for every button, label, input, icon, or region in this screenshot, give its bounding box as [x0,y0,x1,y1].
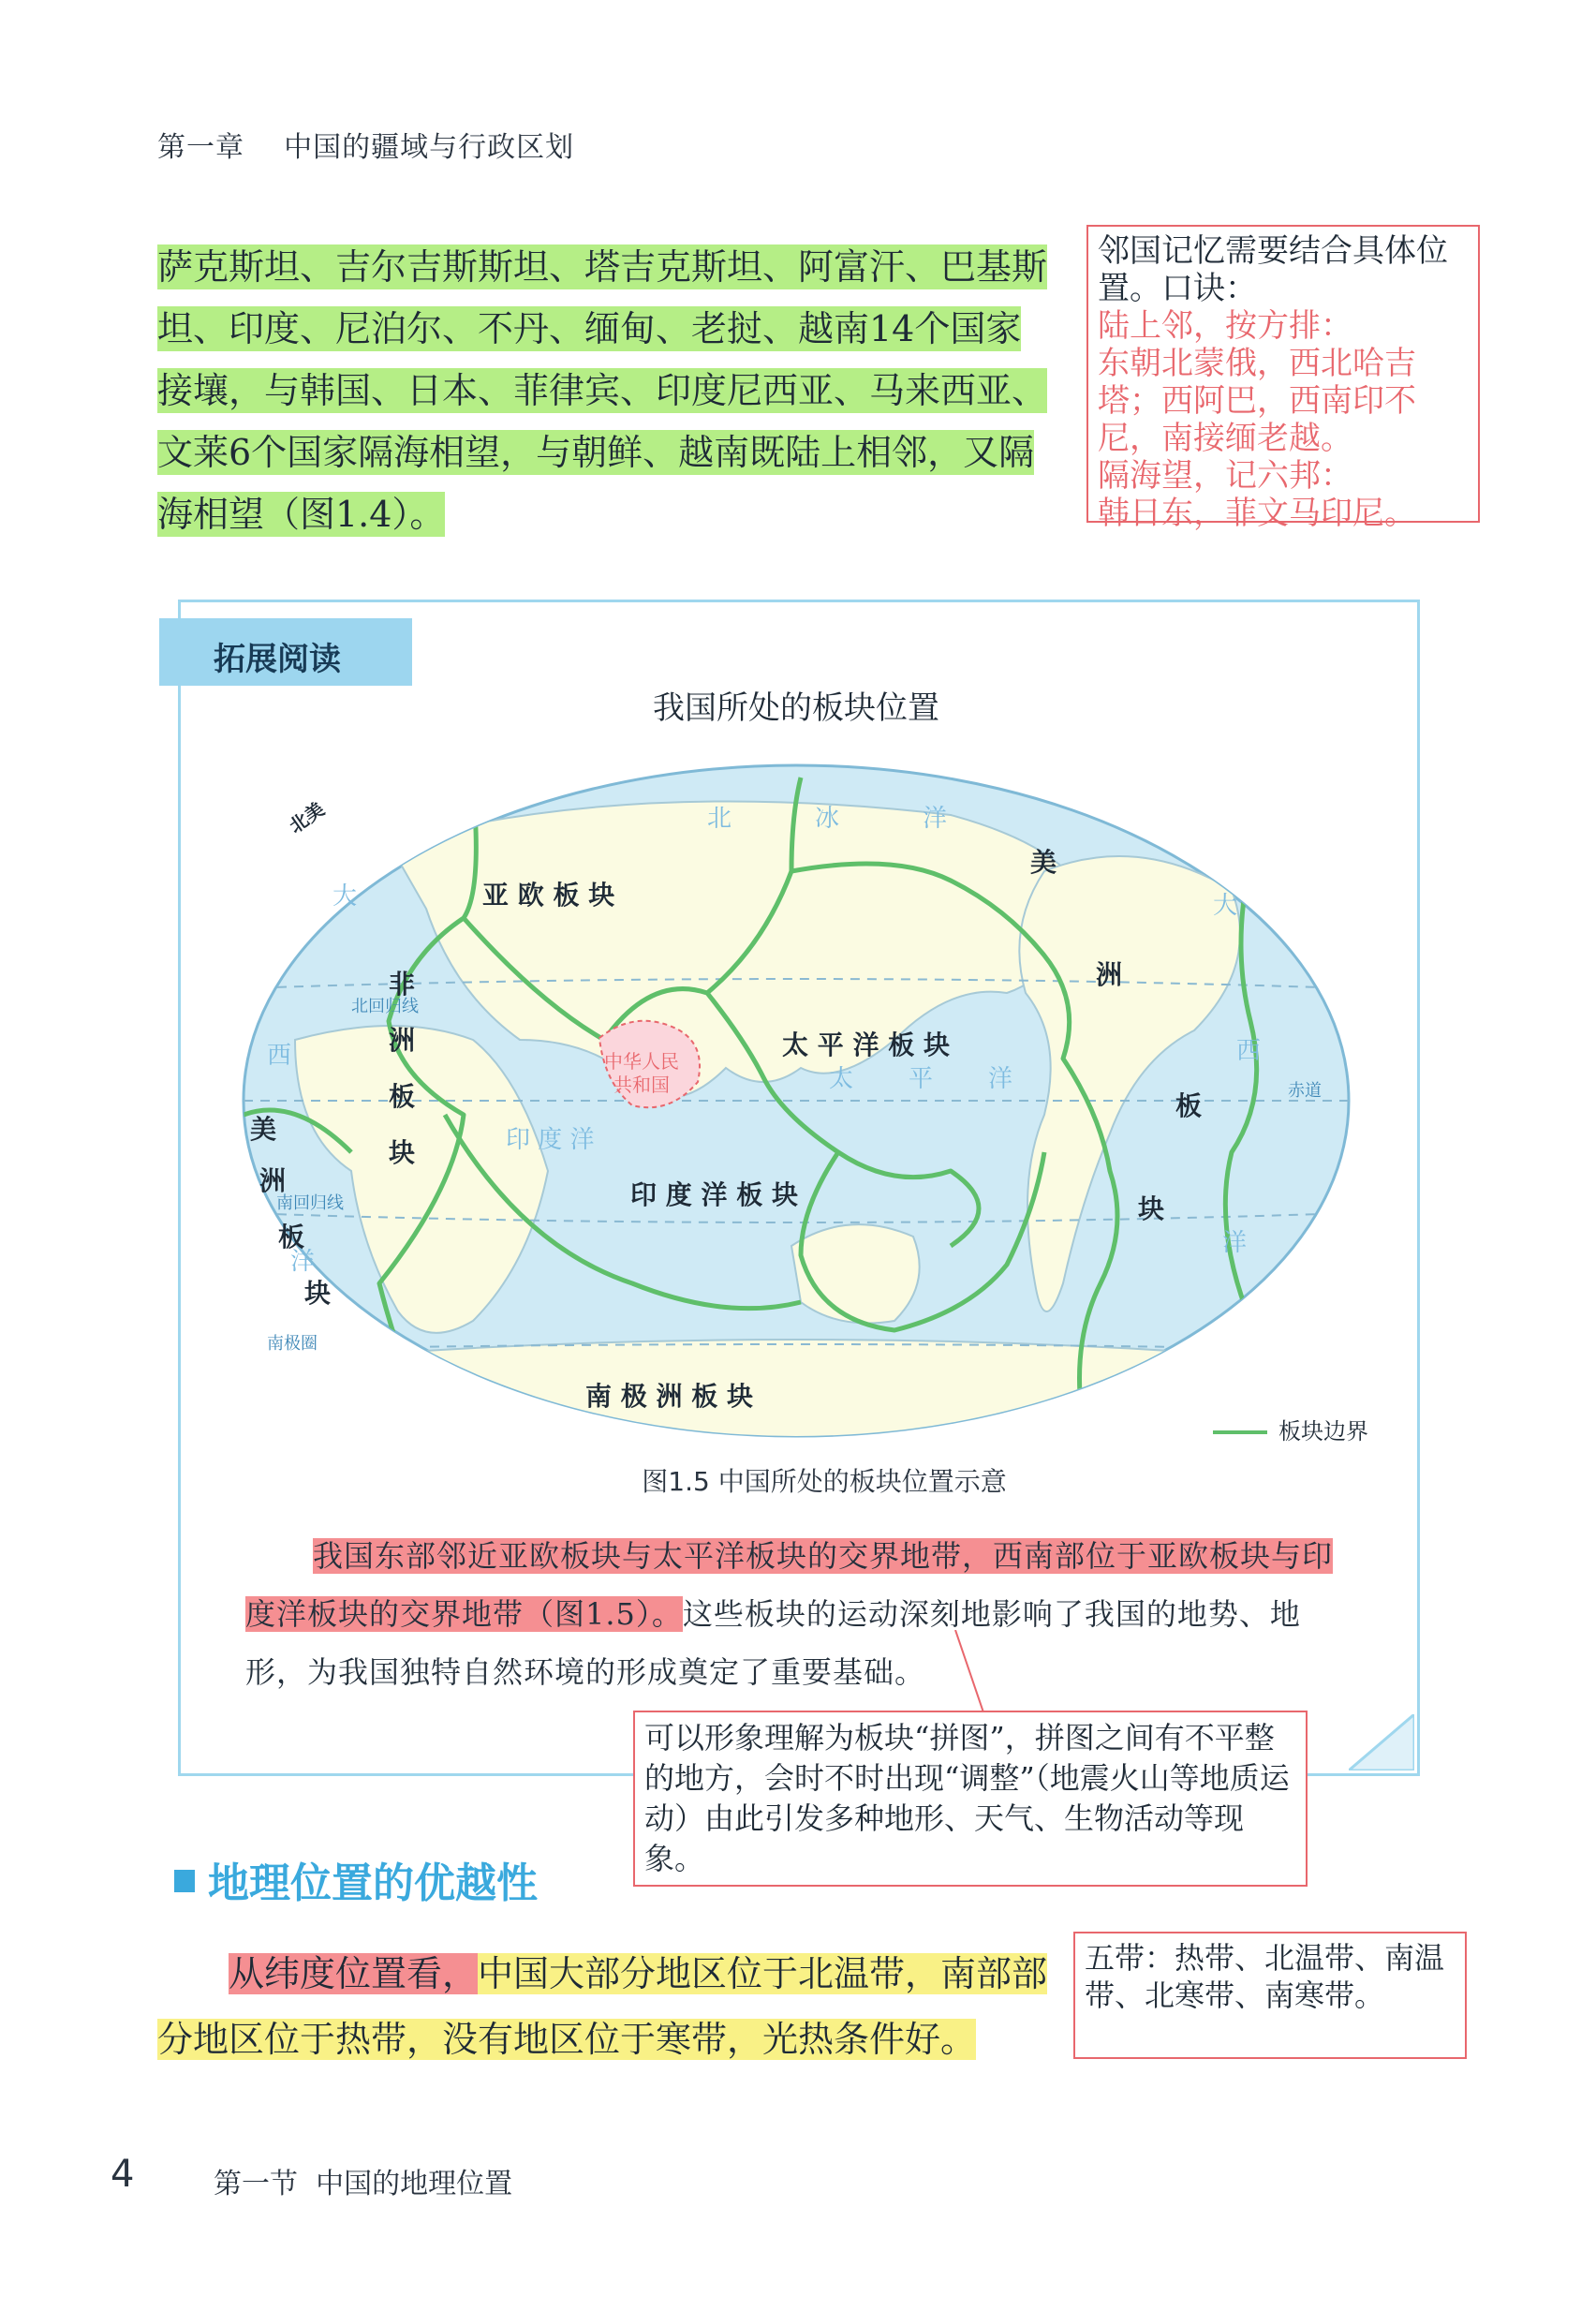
note-pointer [946,1630,993,1714]
tropic-capricorn-label: 南回归线 [276,1193,344,1213]
page-number: 4 [111,2153,135,2196]
reading-text: 这些板块的运动深刻地影响了我国的地势、地形，为我国独特自然环境的形成奠定了重要基础。 [245,1596,1301,1690]
yellow-highlight: 中国大部分地区位于北温带，南部部分地区位于热带，没有地区位于寒带，光热条件好。 [157,1953,1048,2060]
map-legend [1213,1413,1368,1445]
tropic-cancer-label: 北回归线 [351,997,419,1016]
plate-map [239,759,1353,1443]
eurasian-plate-label: 亚 欧 板 块 [482,880,615,911]
five-zones-note: 五带：热带、北温带、南温带、北寒带、南寒带。 [1073,1932,1467,2059]
arctic-label: 冰 [815,805,840,833]
red-highlight: 我国东部邻近亚欧板块与太平洋板块的交界地带，西南部位于亚欧板块与印度洋板块的交界地带（图1.5）。 [245,1538,1334,1632]
african-plate-label: 非 [389,969,416,1000]
note-line-3: 隔海望，记六邦： [1098,457,1352,495]
atlantic-right-label: 西 [1236,1037,1262,1065]
plate-reading-paragraph [245,1527,1351,1701]
indian-ocean-plate-label: 印 度 洋 板 块 [630,1179,798,1210]
african-plate-label: 板 [389,1081,416,1112]
indian-ocean-label: 印 度 洋 [506,1126,595,1154]
north-america-corner-label: 北美 [285,797,329,838]
puzzle-note: 可以形象理解为板块“拼图”，拼图之间有不平整的地方，会时不时出现“调整”（地震火山等地质运动）由此引发多种地形、天气、生物活动等现象。 [633,1711,1308,1887]
note-intro: 邻国记忆需要结合具体位置。口诀： [1098,232,1448,307]
pacific-ocean-label: 平 [909,1065,934,1093]
antarctic-circle-label: 南极圈 [267,1334,318,1354]
note-line-4: 韩日东，菲文马印尼。 [1098,495,1416,532]
american-plate-left-label: 板 [278,1222,305,1252]
arctic-label: 北 [707,805,732,833]
pacific-ocean-label: 太 [829,1065,854,1093]
arctic-label: 洋 [923,805,948,833]
african-plate-label: 块 [389,1137,416,1168]
atlantic-right-label: 大 [1213,892,1238,920]
equator-label: 赤道 [1288,1081,1322,1101]
china-label-2: 共和国 [613,1074,670,1096]
american-plate-left-label: 洲 [259,1165,287,1196]
figure-caption: 图1.5 中国所处的板块位置示意 [642,1466,1007,1497]
antarctic-plate-label: 南 极 洲 板 块 [585,1381,753,1412]
page-curl-corner [1349,1714,1414,1770]
chapter-header: 第一章 中国的疆域与行政区划 [157,131,575,164]
plate-boundary-line [1278,862,1349,874]
american-plate-label: 块 [1138,1193,1165,1224]
extended-reading-label: 拓展阅读 [214,641,341,678]
legend-label: 板块边界 [1278,1418,1368,1444]
american-plate-left-label: 美 [250,1114,277,1145]
neighbor-countries-paragraph [157,236,1057,545]
note-line-2: 东朝北蒙俄，西北哈吉塔；西阿巴，西南印不尼，南接缅老越。 [1098,345,1416,457]
atlantic-left-label: 大 [332,882,358,911]
green-highlight: 萨克斯坦、吉尔吉斯斯坦、塔吉克斯坦、阿富汗、巴基斯坦、印度、尼泊尔、不丹、缅甸、老挝、越南14个国家接壤，与韩国、日本、菲律宾、印度尼西亚、马来西亚、文莱6个国家隔海相望，与朝鲜、越南既陆上相邻，又隔海相望（图1.4）。 [157,246,1048,535]
american-plate-label: 板 [1175,1090,1203,1121]
latitude-paragraph [157,1941,1057,2072]
section-marker [174,1870,195,1892]
american-plate-label: 美 [1030,847,1057,878]
section-heading: 地理位置的优越性 [208,1859,538,1907]
note-line-1: 陆上邻，按方排： [1098,307,1352,345]
legend-swatch [1213,1430,1267,1434]
china-label-1: 中华人民 [604,1050,679,1073]
african-plate-label: 洲 [389,1025,416,1056]
american-plate-label: 洲 [1096,959,1123,990]
pacific-plate-label: 太 平 洋 板 块 [782,1030,950,1060]
red-highlight: 从纬度位置看， [229,1953,479,1994]
atlantic-left-label: 西 [267,1042,292,1070]
neighbor-mnemonic-note [1086,225,1480,532]
footer-section-title: 第一节 中国的地理位置 [214,2168,513,2200]
american-plate-left-label: 块 [304,1278,332,1309]
atlantic-right-label: 洋 [1222,1229,1248,1257]
atlantic-left-label: 洋 [290,1248,316,1276]
map-title: 我国所处的板块位置 [653,689,939,727]
pacific-ocean-label: 洋 [988,1065,1013,1093]
